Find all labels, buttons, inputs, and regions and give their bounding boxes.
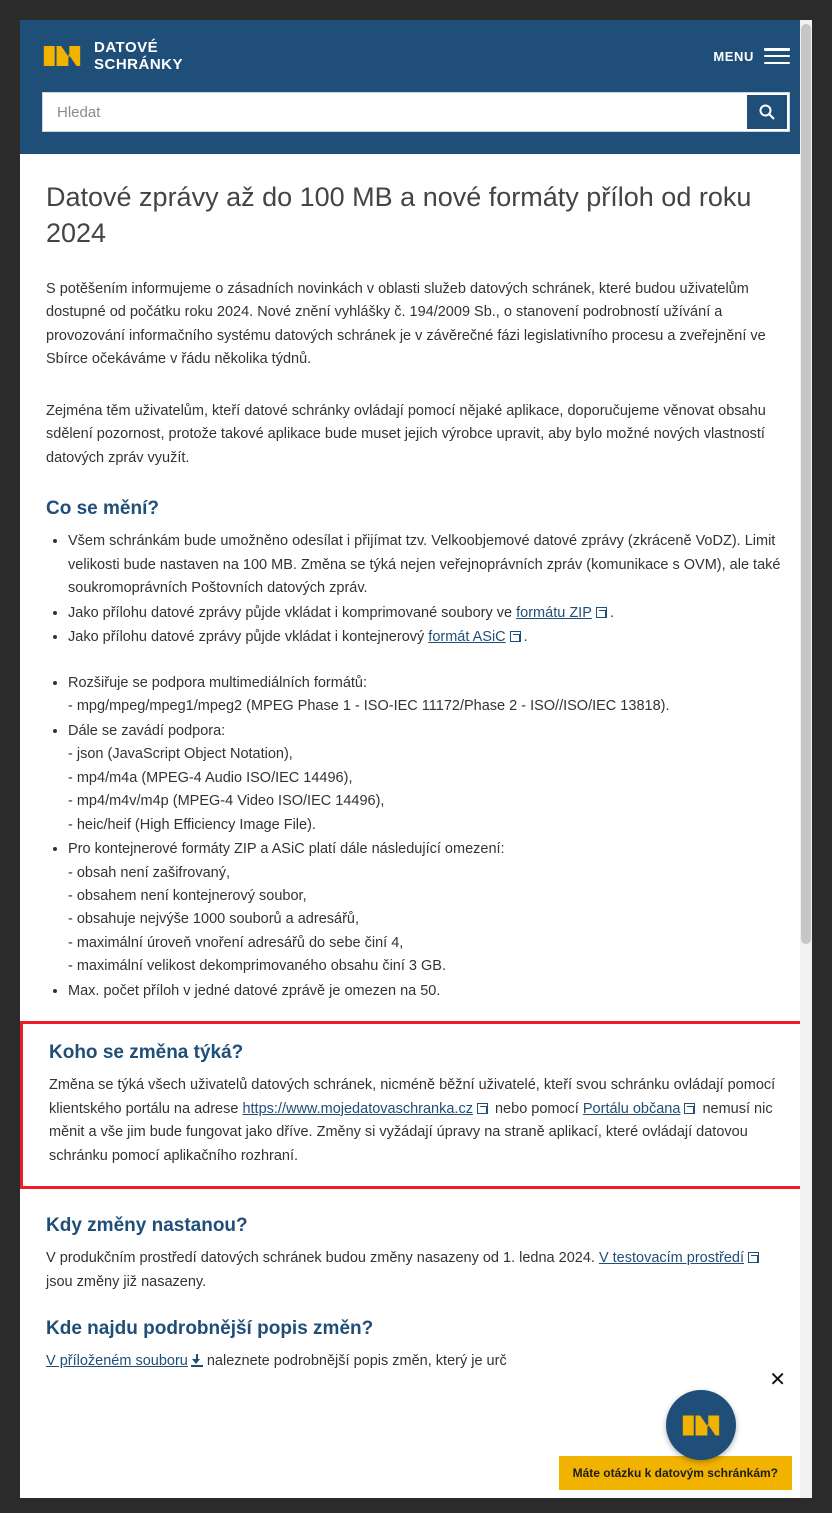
- section-title-when: Kdy změny nastanou?: [46, 1215, 248, 1237]
- who-paragraph: Změna se týká všech uživatelů datových schránek, nicméně běžní uživatelé, kteří svou schránku ovládají pomocí klientského portálu na adrese https://www.mojedatovaschranka.cz nebo pomocí Portálu občana nemusí nic měnit a vše jim bude fungovat jako dříve. Změny si vyžádají úpravy na straně aplikací, které ovládají datovou schránku pomocí aplikačního rozhraní.: [49, 1077, 776, 1164]
- portal-obcana-link[interactable]: Portálu občana: [582, 1100, 681, 1117]
- constraint-line: - obsah není zašifrovaný,: [68, 864, 231, 881]
- highlighted-section-who: [20, 1021, 812, 1189]
- download-icon: [191, 1354, 203, 1367]
- constraint-line: - obsahuje nejvýše 1000 souborů a adresářů,: [68, 911, 359, 928]
- constraint-line: - maximální velikost dekomprimovaného obsahu činí 3 GB.: [68, 958, 446, 975]
- list-item: • Jako přílohu datové zprávy půjde vkládat i kontejnerový formát ASiC .: [68, 626, 786, 649]
- browser-viewport: [20, 20, 812, 1498]
- chat-prompt-label[interactable]: Máte otázku k datovým schránkám?: [559, 1456, 792, 1490]
- scrollbar-thumb[interactable]: [801, 24, 811, 944]
- where-paragraph: V příloženém souboru naleznete podrobnější popis změn, který je urč: [46, 1353, 507, 1370]
- external-link-icon: [748, 1252, 759, 1263]
- asic-format-link[interactable]: formát ASiC: [428, 629, 506, 646]
- search-zone: [20, 92, 812, 154]
- datove-schranky-logo-icon: [681, 1410, 721, 1441]
- constraint-line: - obsahem není kontejnerový soubor,: [68, 887, 307, 904]
- external-link-icon: [477, 1103, 488, 1114]
- changes-list: [46, 530, 786, 649]
- list-item: • Dále se zavádí podpora: - json (JavaScript Object Notation), - mp4/m4a (MPEG-4 Audio ISO/IEC 14496), - mp4/m4v/m4p (MPEG-4 Video ISO/IEC 14496), - heic/heif (High Efficiency Image File).: [68, 720, 786, 837]
- mojedatovaschranka-link[interactable]: https://www.mojedatovaschranka.cz: [242, 1100, 473, 1117]
- list-item: • Pro kontejnerové formáty ZIP a ASiC platí dále následující omezení: - obsah není zašifrovaný, - obsahem není kontejnerový soubor, - obsahuje nejvýše 1000 souborů a adresářů, - maximální úroveň vnoření adresářů do sebe činí 4, - maximální velikost dekomprimovaného obsahu činí 3 GB.: [68, 838, 786, 979]
- format-detail-line: - heic/heif (High Efficiency Image File).: [68, 816, 316, 833]
- menu-button[interactable]: [713, 48, 790, 64]
- site-header: [20, 20, 812, 92]
- format-detail-line: - mp4/m4a (MPEG-4 Audio ISO/IEC 14496),: [68, 769, 353, 786]
- search-bar: [42, 92, 790, 132]
- section-title-changes: Co se mění?: [46, 498, 159, 520]
- datove-schranky-logo-icon: [42, 40, 82, 72]
- chat-close-button[interactable]: ✕: [769, 1369, 786, 1391]
- external-link-icon: [684, 1103, 695, 1114]
- section-title-who: Koho se změna týká?: [49, 1042, 244, 1064]
- format-detail-line: - json (JavaScript Object Notation),: [68, 746, 293, 763]
- zip-format-link[interactable]: formátu ZIP: [516, 604, 592, 621]
- brand-line-2: SCHRÁNKY: [94, 56, 184, 73]
- brand-line-1: DATOVÉ: [94, 38, 159, 56]
- section-title-where: Kde najdu podrobnější popis změn?: [46, 1318, 374, 1340]
- intro-paragraph-2: Zejména těm uživatelům, kteří datové schránky ovládají pomocí nějaké aplikace, doporučujeme věnovat obsahu sdělení pozornost, protože takové aplikace bude muset jejich výrobce upravit, aby bylo možné nových vlastností datových zpráv využít.: [46, 402, 766, 466]
- page-title: Datové zprávy až do 100 MB a nové formáty příloh od roku 2024: [46, 182, 752, 248]
- list-item: • Rozšiřuje se podpora multimediálních formátů: - mpg/mpeg/mpeg1/mpeg2 (MPEG Phase 1 - ISO-IEC 11172/Phase 2 - ISO//ISO/IEC 13818).: [68, 672, 786, 719]
- chat-bubble-button[interactable]: [666, 1390, 736, 1460]
- list-item: • Jako přílohu datové zprávy půjde vkládat i komprimované soubory ve formátu ZIP .: [68, 602, 786, 625]
- search-button[interactable]: [747, 95, 787, 129]
- when-paragraph: V produkčním prostředí datových schránek budou změny nasazeny od 1. ledna 2024. V testovacím prostředí jsou změny již nasazeny.: [46, 1247, 786, 1294]
- external-link-icon: [510, 631, 521, 642]
- test-environment-link[interactable]: V testovacím prostředí: [598, 1250, 745, 1267]
- brand-logo-block[interactable]: [42, 39, 183, 74]
- format-detail-line: - mp4/m4v/m4p (MPEG-4 Video ISO/IEC 14496),: [68, 793, 385, 810]
- menu-label: MENU: [713, 48, 754, 64]
- hamburger-icon: [764, 48, 790, 64]
- search-icon: [758, 103, 776, 121]
- attached-file-link[interactable]: V příloženém souboru: [46, 1353, 188, 1370]
- intro-paragraph-1: S potěšením informujeme o zásadních novinkách v oblasti služeb datových schránek, které budou uživatelům dostupné od počátku roku 2024. Nové znění vyhlášky č. 194/2009 Sb., o stanovení podrobností užívání a provozování informačního systému datových schránek je v závěrečné fázi legislativního procesu a zveřejnění ve Sbírce očekáváme v řádu několika týdnů.: [46, 280, 766, 368]
- article-content: [20, 154, 812, 1374]
- formats-list: [46, 672, 786, 1004]
- search-input[interactable]: [43, 93, 747, 131]
- constraint-line: - maximální úroveň vnoření adresářů do sebe činí 4,: [68, 934, 404, 951]
- brand-text: [94, 39, 183, 74]
- page-scrollbar[interactable]: [800, 20, 812, 1498]
- list-item: • Všem schránkám bude umožněno odesílat i přijímat tzv. Velkoobjemové datové zprávy (zkráceně VoDZ). Limit velikosti bude nastaven na 100 MB. Změna se týká nejen veřejnoprávních zpráv (komunikace s OVM), ale také soukromoprávních Poštovních datových zpráv.: [68, 530, 786, 600]
- external-link-icon: [596, 607, 607, 618]
- list-item: • Max. počet příloh v jedné datové zprávě je omezen na 50.: [68, 980, 786, 1003]
- format-detail-line: - mpg/mpeg/mpeg1/mpeg2 (MPEG Phase 1 - ISO-IEC 11172/Phase 2 - ISO//ISO/IEC 13818).: [68, 698, 670, 715]
